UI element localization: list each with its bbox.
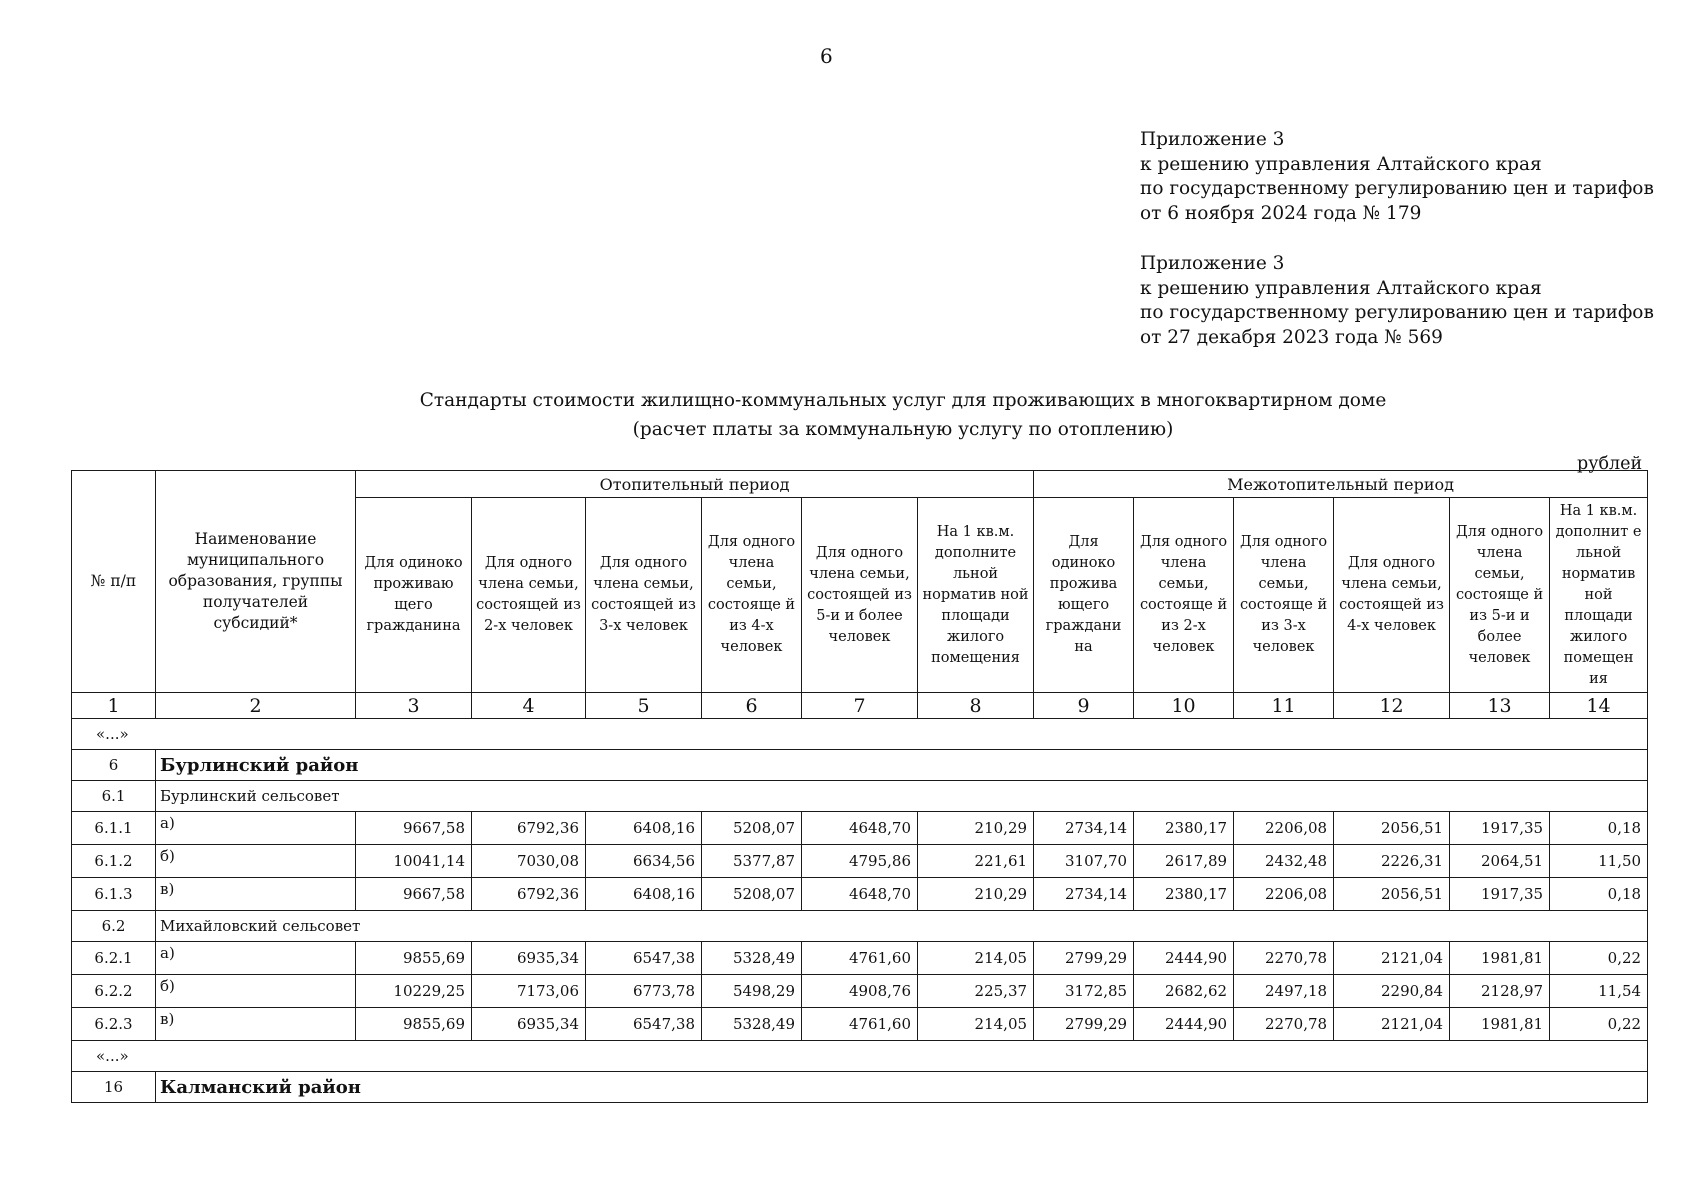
column-number: 5: [586, 693, 702, 719]
value-cell: 3107,70: [1034, 845, 1134, 878]
value-cell: 2056,51: [1334, 812, 1450, 845]
table-row: [72, 1008, 1648, 1041]
appendix-line: к решению управления Алтайского края: [1140, 153, 1542, 175]
value-cell: 210,29: [918, 812, 1034, 845]
column-number: 4: [472, 693, 586, 719]
value-cell: 6792,36: [472, 812, 586, 845]
value-cell: 6547,38: [586, 1008, 702, 1041]
column-number: 3: [356, 693, 472, 719]
value-cell: 2682,62: [1134, 975, 1234, 1008]
subregion-row: [72, 911, 1648, 942]
header-nonheating-family-5: Для одного члена семьи, состояще й из 5-и и более человек: [1450, 498, 1550, 693]
value-cell: 2380,17: [1134, 812, 1234, 845]
region-row: [72, 750, 1648, 781]
appendix-line: к решению управления Алтайского края: [1140, 277, 1542, 299]
value-cell: 11,50: [1550, 845, 1648, 878]
column-number: 2: [156, 693, 356, 719]
value-cell: 0,18: [1550, 878, 1648, 911]
subregion-name: Михайловский сельсовет: [156, 911, 1648, 942]
header-nonheating-single: Для одиноко прожива ющего граждани на: [1034, 498, 1134, 693]
omission-marker: «...»: [72, 719, 1648, 750]
value-cell: 2226,31: [1334, 845, 1450, 878]
header-nonheating-family-3: Для одного члена семьи, состояще й из 3-х человек: [1234, 498, 1334, 693]
row-number: 6.1.1: [72, 812, 156, 845]
value-cell: 6547,38: [586, 942, 702, 975]
value-cell: 6935,34: [472, 1008, 586, 1041]
column-number: 13: [1450, 693, 1550, 719]
header-heating-single: Для одиноко проживаю щего гражданина: [356, 498, 472, 693]
value-cell: 4908,76: [802, 975, 918, 1008]
header-heating-family-5: Для одного члена семьи, состоящей из 5-и и более человек: [802, 498, 918, 693]
subregion-name: Бурлинский сельсовет: [156, 781, 1648, 812]
value-cell: 1917,35: [1450, 812, 1550, 845]
recipient-group: б): [156, 845, 356, 878]
ellipsis-row: [72, 719, 1648, 750]
column-number: 14: [1550, 693, 1648, 719]
recipient-group: в): [156, 878, 356, 911]
value-cell: 210,29: [918, 878, 1034, 911]
header-heating-family-3: Для одного члена семьи, состоящей из 3-х человек: [586, 498, 702, 693]
row-number: 6.2.1: [72, 942, 156, 975]
value-cell: 2270,78: [1234, 942, 1334, 975]
value-cell: 2497,18: [1234, 975, 1334, 1008]
recipient-group: а): [156, 812, 356, 845]
region-row: [72, 1072, 1648, 1103]
value-cell: 2734,14: [1034, 812, 1134, 845]
column-number: 12: [1334, 693, 1450, 719]
omission-marker: «...»: [72, 1041, 1648, 1072]
appendix-block-current: [1140, 128, 1654, 226]
value-cell: 6935,34: [472, 942, 586, 975]
table-row: [72, 812, 1648, 845]
page-number: 6: [820, 44, 833, 68]
value-cell: 2206,08: [1234, 812, 1334, 845]
header-nonheating-family-4: Для одного члена семьи, состоящей из 4-х человек: [1334, 498, 1450, 693]
value-cell: 2290,84: [1334, 975, 1450, 1008]
header-heating-family-2: Для одного члена семьи, состоящей из 2-х человек: [472, 498, 586, 693]
value-cell: 6792,36: [472, 878, 586, 911]
title-line: Стандарты стоимости жилищно-коммунальных услуг для проживающих в многоквартирном доме: [419, 390, 1387, 411]
recipient-group: б): [156, 975, 356, 1008]
row-number: 16: [72, 1072, 156, 1103]
value-cell: 0,18: [1550, 812, 1648, 845]
value-cell: 5498,29: [702, 975, 802, 1008]
value-cell: 0,22: [1550, 1008, 1648, 1041]
value-cell: 4761,60: [802, 1008, 918, 1041]
value-cell: 214,05: [918, 1008, 1034, 1041]
value-cell: 1981,81: [1450, 1008, 1550, 1041]
row-number: 6.2.2: [72, 975, 156, 1008]
row-number: 6.2.3: [72, 1008, 156, 1041]
value-cell: 2799,29: [1034, 1008, 1134, 1041]
column-number: 9: [1034, 693, 1134, 719]
table-row: [72, 845, 1648, 878]
value-cell: 214,05: [918, 942, 1034, 975]
value-cell: 221,61: [918, 845, 1034, 878]
region-name: Калманский район: [156, 1072, 1648, 1103]
unit-label: рублей: [1577, 454, 1643, 474]
table-row: [72, 975, 1648, 1008]
appendix-line: от 6 ноября 2024 года № 179: [1140, 202, 1422, 224]
appendix-line: по государственному регулированию цен и тарифов: [1140, 302, 1654, 323]
table-body: [72, 719, 1648, 1103]
value-cell: 1981,81: [1450, 942, 1550, 975]
value-cell: 5208,07: [702, 878, 802, 911]
appendix-line: Приложение 3: [1140, 129, 1285, 150]
appendix-line: Приложение 3: [1140, 253, 1285, 274]
value-cell: 5377,87: [702, 845, 802, 878]
value-cell: 11,54: [1550, 975, 1648, 1008]
region-name: Бурлинский район: [156, 750, 1648, 781]
value-cell: 2380,17: [1134, 878, 1234, 911]
value-cell: 9667,58: [356, 812, 472, 845]
header-heating-period: Отопительный период: [356, 471, 1034, 498]
value-cell: 2121,04: [1334, 1008, 1450, 1041]
header-nonheating-family-2: Для одного члена семьи, состояще й из 2-х человек: [1134, 498, 1234, 693]
value-cell: 2121,04: [1334, 942, 1450, 975]
row-number: 6.1: [72, 781, 156, 812]
recipient-group: в): [156, 1008, 356, 1041]
value-cell: 5328,49: [702, 942, 802, 975]
value-cell: 2799,29: [1034, 942, 1134, 975]
column-number: 6: [702, 693, 802, 719]
value-cell: 5328,49: [702, 1008, 802, 1041]
column-number: 10: [1134, 693, 1234, 719]
table-row: [72, 942, 1648, 975]
value-cell: 2432,48: [1234, 845, 1334, 878]
column-number: 11: [1234, 693, 1334, 719]
value-cell: 6773,78: [586, 975, 702, 1008]
ellipsis-row: [72, 1041, 1648, 1072]
row-number: 6.1.3: [72, 878, 156, 911]
header-row-number: № п/п: [72, 471, 156, 693]
header-municipality: Наименование муниципального образования, группы получателей субсидий*: [156, 471, 356, 693]
appendix-line: по государственному регулированию цен и тарифов: [1140, 178, 1654, 199]
value-cell: 3172,85: [1034, 975, 1134, 1008]
header-heating-family-4: Для одного члена семьи, состояще й из 4-х человек: [702, 498, 802, 693]
value-cell: 4795,86: [802, 845, 918, 878]
value-cell: 10041,14: [356, 845, 472, 878]
value-cell: 6408,16: [586, 878, 702, 911]
value-cell: 2064,51: [1450, 845, 1550, 878]
value-cell: 5208,07: [702, 812, 802, 845]
value-cell: 7030,08: [472, 845, 586, 878]
row-number: 6: [72, 750, 156, 781]
value-cell: 7173,06: [472, 975, 586, 1008]
title-subtitle: (расчет платы за коммунальную услугу по отоплению): [632, 419, 1174, 440]
value-cell: 225,37: [918, 975, 1034, 1008]
appendix-block-previous: [1140, 252, 1654, 350]
document-title: [300, 386, 1506, 444]
table-row: [72, 878, 1648, 911]
value-cell: 2617,89: [1134, 845, 1234, 878]
value-cell: 4761,60: [802, 942, 918, 975]
value-cell: 1917,35: [1450, 878, 1550, 911]
column-number-row: [72, 693, 1648, 719]
value-cell: 2444,90: [1134, 1008, 1234, 1041]
column-number: 1: [72, 693, 156, 719]
value-cell: 4648,70: [802, 812, 918, 845]
value-cell: 0,22: [1550, 942, 1648, 975]
value-cell: 2056,51: [1334, 878, 1450, 911]
subregion-row: [72, 781, 1648, 812]
header-nonheating-per-sqm: На 1 кв.м. дополнит е льной норматив ной площади жилого помещен ия: [1550, 498, 1648, 693]
cost-standards-table: [71, 470, 1648, 1103]
value-cell: 4648,70: [802, 878, 918, 911]
value-cell: 2128,97: [1450, 975, 1550, 1008]
value-cell: 2444,90: [1134, 942, 1234, 975]
row-number: 6.2: [72, 911, 156, 942]
value-cell: 2734,14: [1034, 878, 1134, 911]
header-nonheating-period: Межотопительный период: [1034, 471, 1648, 498]
header-heating-per-sqm: На 1 кв.м. дополните льной норматив ной площади жилого помещения: [918, 498, 1034, 693]
value-cell: 2270,78: [1234, 1008, 1334, 1041]
column-number: 8: [918, 693, 1034, 719]
column-number: 7: [802, 693, 918, 719]
value-cell: 9667,58: [356, 878, 472, 911]
appendix-line: от 27 декабря 2023 года № 569: [1140, 326, 1443, 348]
value-cell: 9855,69: [356, 942, 472, 975]
row-number: 6.1.2: [72, 845, 156, 878]
value-cell: 6634,56: [586, 845, 702, 878]
value-cell: 6408,16: [586, 812, 702, 845]
value-cell: 2206,08: [1234, 878, 1334, 911]
value-cell: 10229,25: [356, 975, 472, 1008]
recipient-group: а): [156, 942, 356, 975]
value-cell: 9855,69: [356, 1008, 472, 1041]
